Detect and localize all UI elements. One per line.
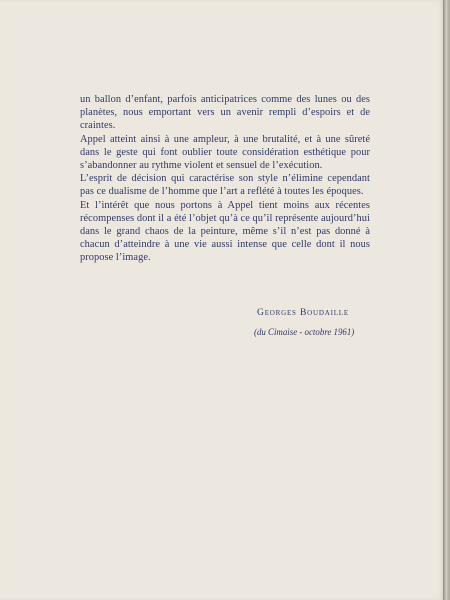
page-edge <box>443 0 450 600</box>
paragraph-4: Et l’intérêt que nous portons à Appel tient moins aux récentes récompenses dont il a été l’objet qu’à ce qu’il représente aujourd’hui dans le grand chaos de la peinture, même s’il n’est pas donné à chacun d’atteindre à une vie aussi intense que celle dont il nous propose l’image. <box>80 199 370 264</box>
paragraph-1: un ballon d’enfant, parfois anticipatrices comme des lunes ou des planètes, nous emportant vers un avenir rempli d’espoirs et de craintes. <box>80 94 370 132</box>
author-signature: Georges Boudaille <box>257 307 349 318</box>
paragraph-2: Appel atteint ainsi à une ampleur, à une brutalité, et à une sûreté dans le geste qui font oublier toute considération esthétique pour s’abandonner au rythme violent et sensuel de l’exécution. <box>80 133 370 172</box>
paragraph-3: L’esprit de décision qui caractérise son style n’élimine cependant pas ce dualisme de l’homme que l’art a reflété à toutes les époques. <box>80 173 370 198</box>
source-citation: (du Cimaise - octobre 1961) <box>254 327 355 337</box>
body-text <box>80 93 370 265</box>
